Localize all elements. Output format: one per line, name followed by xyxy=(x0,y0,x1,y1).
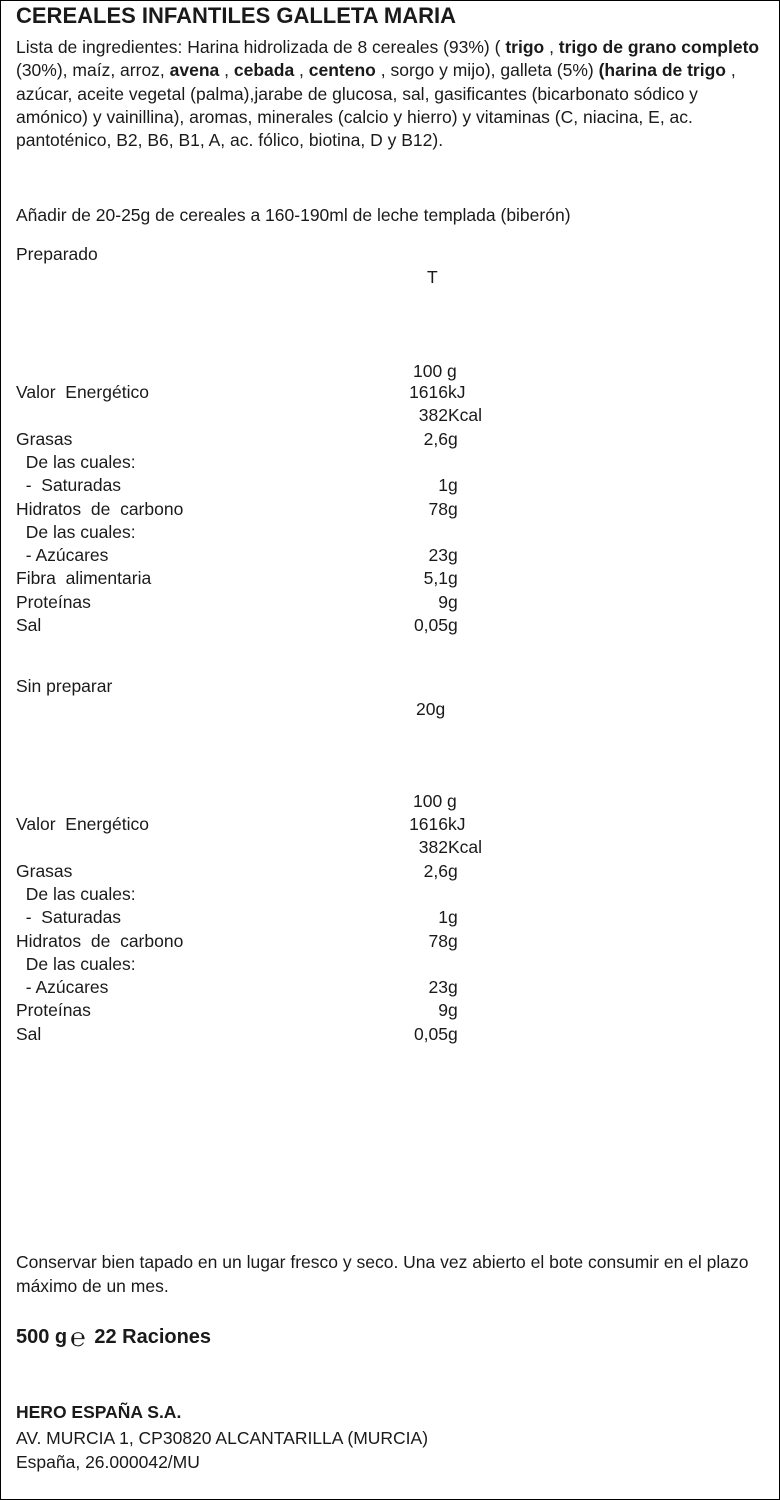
nutrient-label: Valor Energético xyxy=(16,382,149,402)
nutrient-unit: g xyxy=(448,615,458,635)
nutrient-label: Sal xyxy=(16,615,42,635)
ingredient-text: Lista de ingredientes: Harina hidrolizada de 8 cereales (93%) ( xyxy=(16,37,506,57)
nutrient-label: Fibra alimentaria xyxy=(16,568,152,589)
nutrient-unit: g xyxy=(448,545,458,566)
nutrient-value: 0,05 xyxy=(413,1023,448,1044)
nutrient-value: 23 xyxy=(428,545,448,566)
ingredient-text: , azúcar, aceite vegetal (palma),jarabe de glucosa, sal, gasificantes (bicarbonato sódico y amónico) y vainillina), aromas, minerales (calcio y hierro) y vitaminas (C, niacina, E, ac. pantoténico, B2, B6, B1, A, ac. fólico, biotina, D y B12). xyxy=(16,60,736,151)
nutrient-value: 1616 xyxy=(409,814,448,834)
company-name: HERO ESPAÑA S.A. xyxy=(16,1402,182,1422)
nutrient-unit: g xyxy=(448,977,458,998)
nutrient-label: Proteínas xyxy=(16,591,91,612)
prepared-heading: Preparado xyxy=(16,244,98,264)
ingredient-allergen: trigo de grano completo xyxy=(558,37,760,57)
unprepared-column-header: 20g xyxy=(416,699,446,719)
nutrient-unit: g xyxy=(448,498,458,519)
ingredient-text: , xyxy=(294,60,309,81)
preparation-instructions: Añadir de 20-25g de cereales a 160-190ml de leche templada (biberón) xyxy=(16,205,571,225)
nutrient-unit: Kcal xyxy=(448,405,483,426)
nutrient-value: 382 xyxy=(418,405,448,426)
estimated-sign-icon: ℮ xyxy=(70,1322,86,1352)
nutrient-unit: g xyxy=(448,907,458,928)
nutrient-value: 1 xyxy=(438,907,448,928)
ingredient-text: , xyxy=(219,60,234,81)
nutrient-unit: g xyxy=(448,475,458,496)
nutrient-value: 2,6 xyxy=(423,860,448,881)
nutrient-label: - Azúcares xyxy=(16,545,109,566)
nutrient-unit: kJ xyxy=(448,814,466,834)
prepared-column-header: T xyxy=(427,267,438,287)
ingredient-allergen: cebada xyxy=(233,60,295,81)
nutrient-unit: g xyxy=(448,1023,458,1044)
ingredient-text: , xyxy=(544,37,559,57)
nutrient-unit: g xyxy=(448,568,458,589)
storage-instructions: Conservar bien tapado en un lugar fresco y seco. Una vez abierto el bote consumir en el plazo máximo de un mes. xyxy=(16,1252,749,1296)
ingredients-list xyxy=(16,36,766,152)
product-title: CEREALES INFANTILES GALLETA MARIA xyxy=(16,3,456,28)
pack-servings: 22 Raciones xyxy=(88,1326,212,1348)
nutrient-label: - Azúcares xyxy=(16,977,109,998)
nutrient-value: 23 xyxy=(428,977,448,998)
ingredient-allergen: trigo xyxy=(505,37,545,57)
nutrient-label: Hidratos de carbono xyxy=(16,498,184,519)
unprepared-per-header: 100 g xyxy=(413,791,457,811)
nutrient-value: 9 xyxy=(438,591,448,612)
nutrient-label: - Saturadas xyxy=(16,907,122,928)
nutrient-unit: Kcal xyxy=(448,837,483,858)
nutrient-unit: g xyxy=(448,591,458,612)
nutrient-value: 1616 xyxy=(409,382,448,402)
nutrient-label: De las cuales: xyxy=(16,953,136,974)
nutrient-label: - Saturadas xyxy=(16,475,122,496)
company-registry: España, 26.000042/MU xyxy=(16,1452,200,1472)
nutrient-label: De las cuales: xyxy=(16,883,136,904)
nutrient-value: 78 xyxy=(428,930,448,951)
nutrient-value: 78 xyxy=(428,498,448,519)
nutrient-label: De las cuales: xyxy=(16,521,136,542)
ingredient-text: (30%), maíz, arroz, xyxy=(16,60,170,81)
nutrient-label: Grasas xyxy=(16,860,73,881)
pack-weight: 500 g xyxy=(16,1326,68,1348)
prepared-per-header: 100 g xyxy=(413,361,457,381)
nutrient-value: 2,6 xyxy=(423,428,448,449)
nutrient-label: Sal xyxy=(16,1023,42,1044)
ingredient-allergen: avena xyxy=(169,60,220,81)
nutrient-unit: g xyxy=(448,1000,458,1021)
nutrient-value: 5,1 xyxy=(423,568,448,589)
ingredient-allergen: (harina de trigo xyxy=(598,60,726,81)
nutrient-label: Valor Energético xyxy=(16,814,149,834)
nutrient-label: Proteínas xyxy=(16,1000,91,1021)
ingredient-text: , sorgo y mijo), galleta (5%) xyxy=(375,60,599,81)
company-address: AV. MURCIA 1, CP30820 ALCANTARILLA (MURCIA) xyxy=(16,1428,429,1448)
pack-info xyxy=(16,1322,212,1352)
unprepared-heading: Sin preparar xyxy=(16,676,113,696)
nutrient-unit: g xyxy=(448,428,458,449)
nutrient-unit: kJ xyxy=(448,382,466,402)
nutrient-label: De las cuales: xyxy=(16,451,136,472)
nutrient-value: 9 xyxy=(438,1000,448,1021)
nutrient-label: Grasas xyxy=(16,428,73,449)
nutrient-label: Hidratos de carbono xyxy=(16,930,184,951)
nutrient-value: 382 xyxy=(418,837,448,858)
nutrient-value: 1 xyxy=(438,475,448,496)
nutrient-value: 0,05 xyxy=(413,615,448,635)
nutrient-unit: g xyxy=(448,860,458,881)
ingredient-allergen: centeno xyxy=(308,60,376,81)
nutrient-unit: g xyxy=(448,930,458,951)
